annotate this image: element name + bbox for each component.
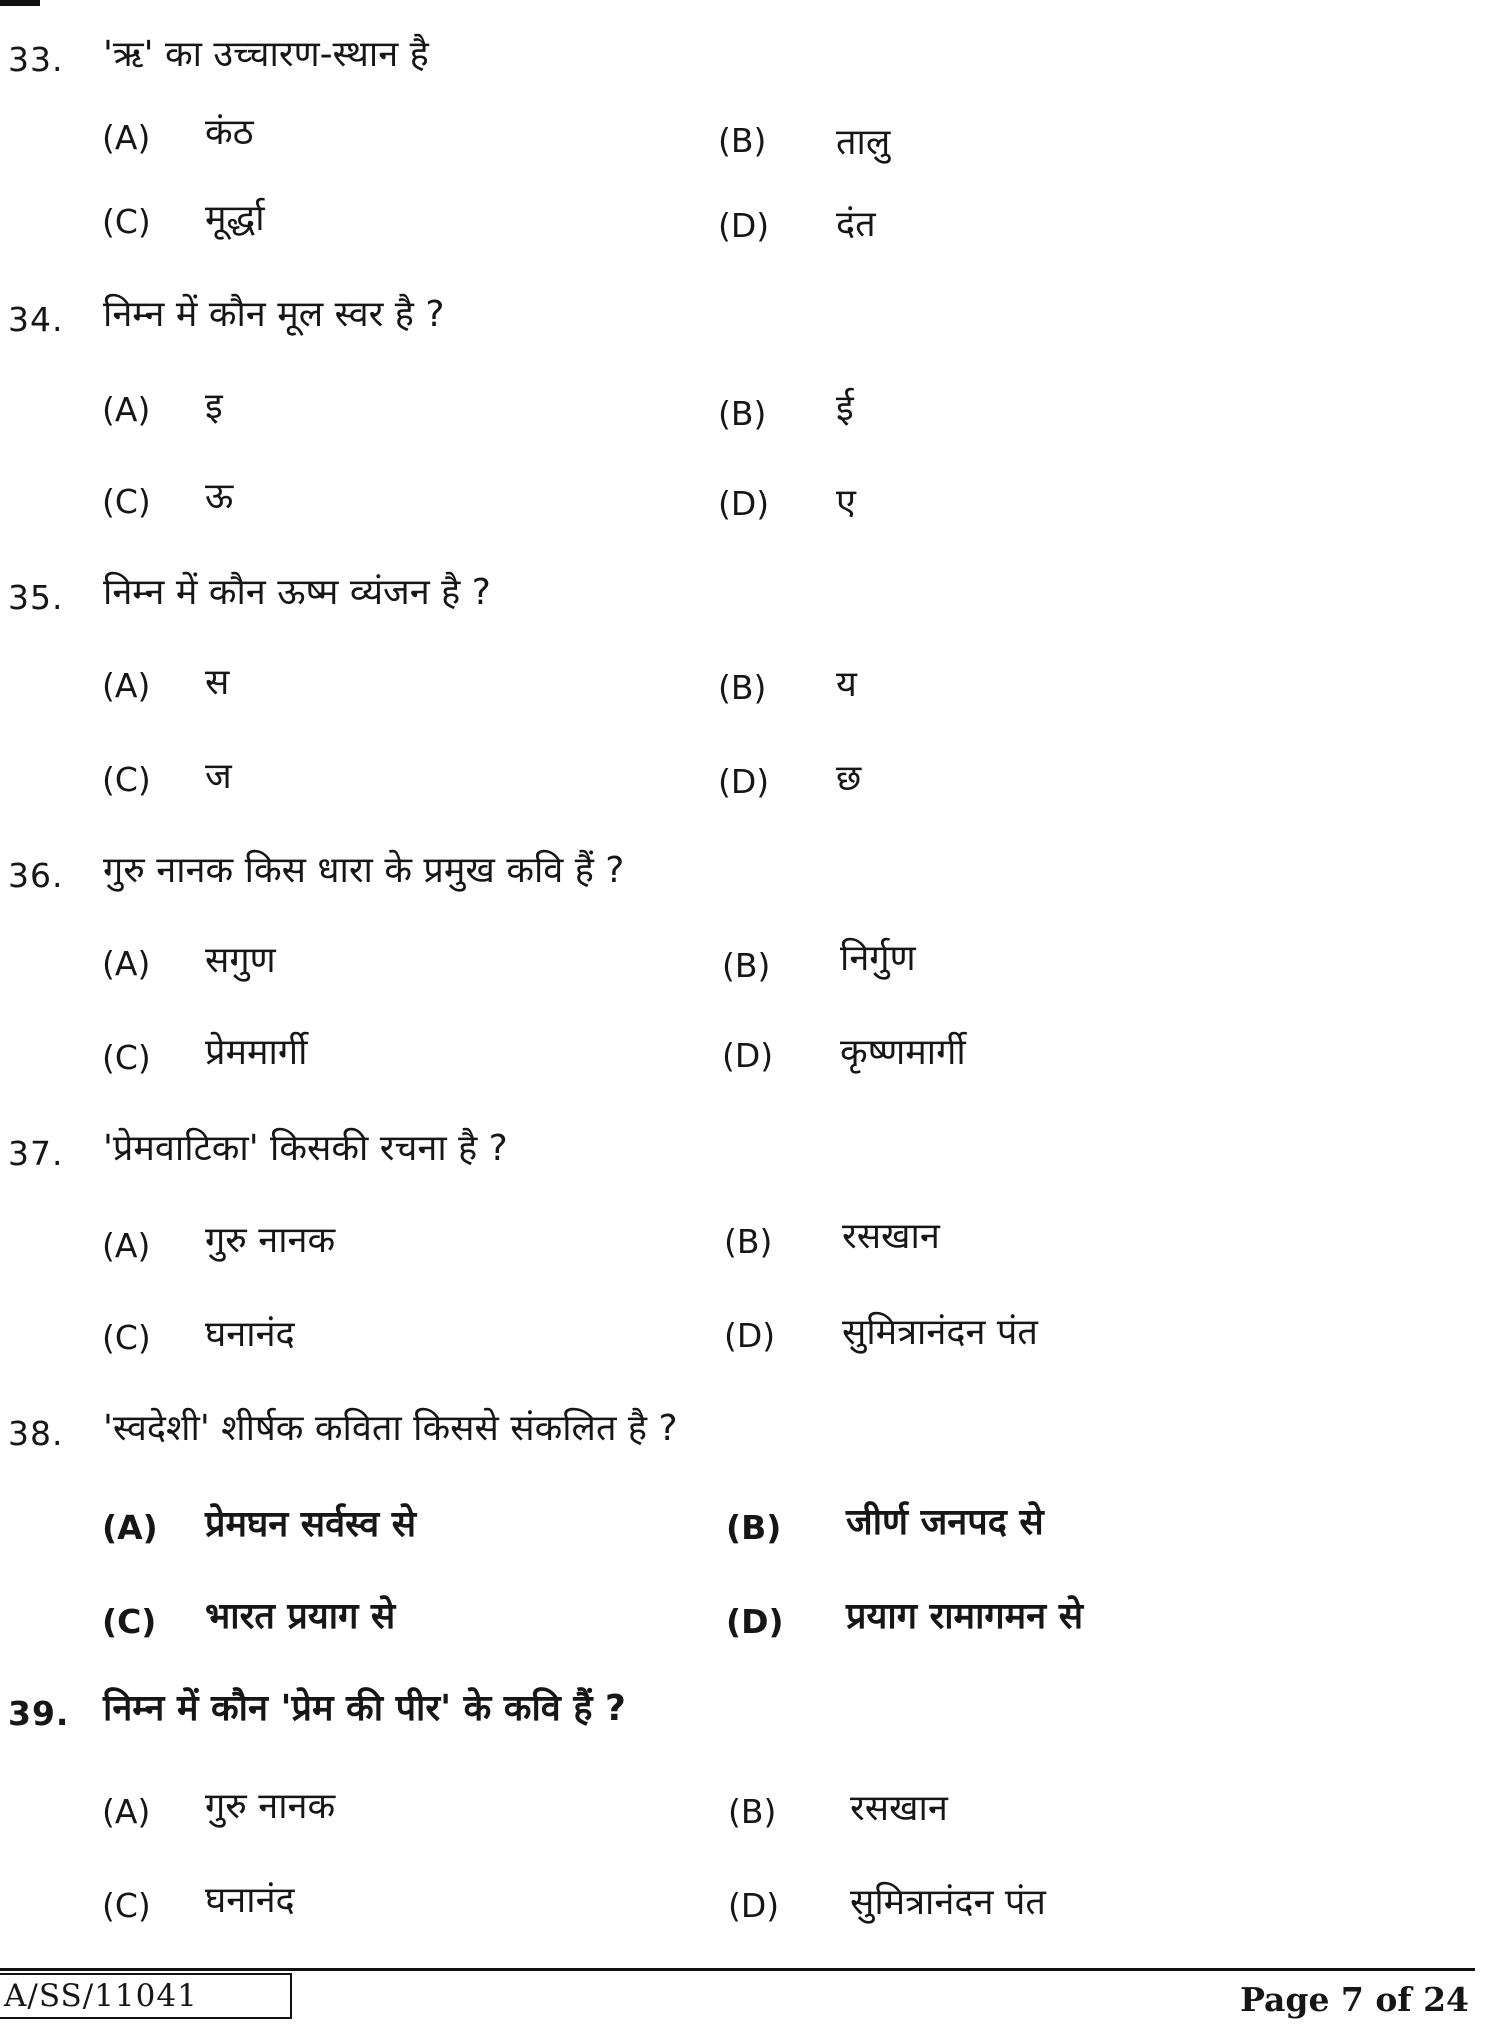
question-text: निम्न में कौन मूल स्वर है ? — [103, 294, 445, 335]
question-number: 33. — [8, 40, 64, 79]
option-label: (D) — [724, 1316, 776, 1355]
option-text: गुरु नानक — [205, 1786, 336, 1827]
option-text: ए — [836, 482, 856, 523]
question-number: 38. — [8, 1414, 64, 1453]
option-label: (A) — [102, 1226, 151, 1265]
option-label: (D) — [722, 1036, 774, 1075]
option-label: (D) — [718, 762, 770, 801]
option-text: घनानंद — [205, 1314, 295, 1355]
option-text: भारत प्रयाग से — [205, 1596, 396, 1637]
option-label: (C) — [102, 482, 151, 521]
option-label: (A) — [102, 1508, 158, 1547]
option-label: (C) — [102, 202, 151, 241]
option-label: (A) — [102, 944, 151, 983]
option-label: (D) — [718, 206, 770, 245]
option-label: (C) — [102, 1038, 151, 1077]
option-text: कंठ — [205, 112, 254, 153]
option-label: (C) — [102, 1318, 151, 1357]
option-label: (B) — [718, 668, 767, 707]
option-label: (B) — [728, 1792, 777, 1831]
option-label: (D) — [726, 1602, 784, 1641]
question-text: निम्न में कौन 'प्रेम की पीर' के कवि हैं ? — [103, 1688, 626, 1729]
paper-code: A/SS/11041 — [0, 1973, 292, 2019]
option-label: (A) — [102, 118, 151, 157]
question-text: 'स्वदेशी' शीर्षक कविता किससे संकलित है ? — [103, 1408, 678, 1449]
option-text: प्रेमघन सर्वस्व से — [205, 1504, 417, 1545]
question-text: गुरु नानक किस धारा के प्रमुख कवि हैं ? — [103, 850, 625, 891]
option-label: (B) — [726, 1508, 782, 1547]
option-text: घनानंद — [205, 1880, 295, 1921]
question-text: 'प्रेमवाटिका' किसकी रचना है ? — [103, 1128, 508, 1169]
option-label: (D) — [718, 484, 770, 523]
question-number: 37. — [8, 1134, 64, 1173]
question-text: निम्न में कौन ऊष्म व्यंजन है ? — [103, 572, 491, 613]
option-text: मूर्द्धा — [205, 198, 265, 239]
option-text: जीर्ण जनपद से — [846, 1502, 1044, 1543]
option-text: रसखान — [850, 1788, 948, 1829]
option-text: ई — [836, 388, 854, 429]
option-label: (A) — [102, 666, 151, 705]
option-label: (C) — [102, 1602, 157, 1641]
option-text: कृष्णमार्गी — [840, 1032, 966, 1073]
option-text: सुमित्रानंदन पंत — [842, 1312, 1038, 1353]
option-label: (B) — [718, 394, 767, 433]
question-number: 39. — [8, 1694, 70, 1733]
option-label: (B) — [722, 946, 771, 985]
footer-rule — [0, 1968, 1475, 1971]
option-text: निर्गुण — [840, 938, 916, 979]
question-text: 'ऋ' का उच्चारण-स्थान है — [103, 34, 429, 75]
option-label: (C) — [102, 760, 151, 799]
option-text: ज — [205, 756, 232, 797]
option-text: सगुण — [205, 940, 276, 981]
option-text: रसखान — [842, 1216, 940, 1257]
question-number: 36. — [8, 856, 64, 895]
option-text: दंत — [836, 204, 876, 245]
corner-mark — [0, 0, 40, 6]
option-label: (C) — [102, 1886, 151, 1925]
option-text: ऊ — [205, 476, 234, 517]
option-label: (B) — [718, 121, 767, 160]
option-text: स — [205, 662, 230, 703]
option-label: (A) — [102, 1792, 151, 1831]
question-number: 35. — [8, 578, 64, 617]
option-label: (D) — [728, 1886, 780, 1925]
option-label: (A) — [102, 390, 151, 429]
page-number: Page 7 of 24 — [1240, 1980, 1469, 2019]
option-text: तालु — [836, 122, 891, 163]
option-text: प्रेममार्गी — [205, 1032, 308, 1073]
option-text: सुमित्रानंदन पंत — [850, 1882, 1046, 1923]
option-text: गुरु नानक — [205, 1220, 336, 1261]
option-label: (B) — [724, 1222, 773, 1261]
option-text: य — [836, 664, 857, 705]
question-number: 34. — [8, 300, 64, 339]
option-text: छ — [836, 758, 862, 799]
option-text: इ — [205, 386, 223, 427]
option-text: प्रयाग रामागमन से — [846, 1596, 1084, 1637]
